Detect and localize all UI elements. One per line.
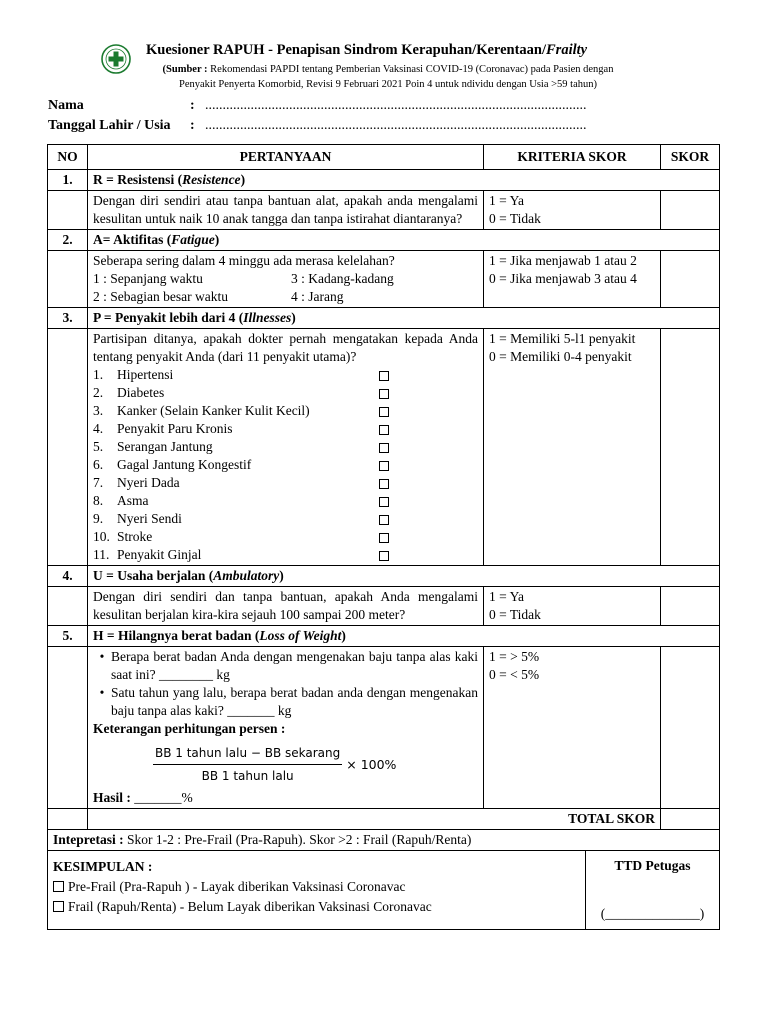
total-score-cell[interactable] — [661, 809, 720, 830]
dob-age-field[interactable]: Tanggal Lahir / Usia : ............................................................................................................. — [48, 118, 587, 133]
disease-item: 5. Serangan Jantung — [93, 438, 478, 456]
question-row-ambulatory — [48, 587, 720, 626]
percent-formula: $\frac{\text{BB 1 tahun lalu − BB sekarang}}{\text{BB 1 tahun lalu}}$ × 100% — [155, 746, 397, 783]
question-fatigue: Seberapa sering dalam 4 minggu ada merasa kelelahan? 1 : Sepanjang waktu 3 : Kadang-kadang 2 : Sebagian besar waktu 4 : Jarang — [88, 251, 484, 308]
conclusion-box: KESIMPULAN : Pre-Frail (Pra-Rapuh ) - Layak diberikan Vaksinasi Coronavac Frail (Rapuh/Renta) - Belum Layak diberikan Vaksinasi Coronavac — [48, 851, 586, 929]
disease-item: 4. Penyakit Paru Kronis — [93, 420, 478, 438]
section-row-ambulatory: 4. U = Usaha berjalan (Ambulatory) — [48, 566, 720, 587]
question-row-illnesses — [48, 329, 720, 566]
checkbox-icon[interactable] — [379, 515, 389, 525]
section-row-weight: 5. H = Hilangnya berat badan (Loss of Weight) — [48, 626, 720, 647]
criteria-resistance: 1 = Ya 0 = Tidak — [484, 191, 661, 230]
checkbox-icon[interactable] — [379, 479, 389, 489]
question-illnesses: Partisipan ditanya, apakah dokter pernah mengatakan kepada Anda tentang penyakit Anda (dari 11 penyakit utama)? 1. Hipertensi 2. Diabetes 3. Kanker (Selain Kanker Kulit Kecil) 4. Penyakit Paru Kronis 5. Serangan Jantung 6. Gagal Jantung Kongestif 7. Nyeri Dada 8. Asma 9. Nyeri Sendi 10. Stroke 11. Penyakit Ginjal — [88, 329, 484, 566]
disease-item: 8. Asma — [93, 492, 478, 510]
score-cell-weight[interactable] — [661, 647, 720, 809]
checkbox-icon[interactable] — [53, 901, 64, 912]
criteria-fatigue: 1 = Jika menjawab 1 atau 2 0 = Jika menjawab 3 atau 4 — [484, 251, 661, 308]
disease-item: 10. Stroke — [93, 528, 478, 546]
checkbox-icon[interactable] — [379, 461, 389, 471]
checkbox-icon[interactable] — [379, 497, 389, 507]
section-title-fatigue: A= Aktifitas (Fatigue) — [88, 230, 720, 251]
document-title: Kuesioner RAPUH - Penapisan Sindrom Kerapuhan/Kerentaan/Frailty — [146, 42, 588, 58]
questionnaire-table — [47, 144, 720, 930]
table-header-row — [48, 145, 720, 170]
header-criteria: KRITERIA SKOR — [484, 145, 661, 170]
conclusion-option-prefrail[interactable]: Pre-Frail (Pra-Rapuh ) - Layak diberikan Vaksinasi Coronavac — [53, 877, 580, 897]
total-score-label: TOTAL SKOR — [88, 809, 661, 830]
interpretation-row: Intepretasi : Skor 1-2 : Pre-Frail (Pra-Rapuh). Skor >2 : Frail (Rapuh/Renta) — [48, 830, 720, 851]
header-question: PERTANYAAN — [88, 145, 484, 170]
total-score-row — [48, 809, 720, 830]
conclusion-option-frail[interactable]: Frail (Rapuh/Renta) - Belum Layak diberikan Vaksinasi Coronavac — [53, 897, 580, 917]
question-row-weight — [48, 647, 720, 809]
checkbox-icon[interactable] — [379, 371, 389, 381]
disease-item: 11. Penyakit Ginjal — [93, 546, 478, 564]
disease-item: 6. Gagal Jantung Kongestif — [93, 456, 478, 474]
question-weight: • Berapa berat badan Anda dengan mengenakan baju tanpa alas kaki saat ini? ________ kg • Satu tahun yang lalu, berapa berat badan anda dengan mengenakan baju tanpa alas kaki? _______ kg Keterangan perhitungan persen : $\frac{\text{BB 1 tahun lalu − BB sekarang}}{\text{BB 1 tahun lalu}}$ × 100% Hasil : _______% — [88, 647, 484, 809]
signature-box[interactable]: TTD Petugas (______________) — [600, 858, 705, 921]
bullet-icon: • — [99, 685, 105, 700]
disease-list — [93, 366, 478, 564]
question-row-resistance — [48, 191, 720, 230]
disease-item: 7. Nyeri Dada — [93, 474, 478, 492]
disease-item: 2. Diabetes — [93, 384, 478, 402]
question-ambulatory: Dengan diri sendiri dan tanpa bantuan, apakah Anda mengalami kesulitan berjalan kira-kira sejauh 100 sampai 200 meter? — [88, 587, 484, 626]
section-title-illnesses: P = Penyakit lebih dari 4 (Illnesses) — [88, 308, 720, 329]
checkbox-icon[interactable] — [379, 389, 389, 399]
checkbox-icon[interactable] — [379, 533, 389, 543]
disease-item: 9. Nyeri Sendi — [93, 510, 478, 528]
checkbox-icon[interactable] — [379, 425, 389, 435]
bullet-icon: • — [99, 649, 105, 664]
criteria-ambulatory: 1 = Ya 0 = Tidak — [484, 587, 661, 626]
score-cell-ambulatory[interactable] — [661, 587, 720, 626]
checkbox-icon[interactable] — [379, 443, 389, 453]
header-score: SKOR — [661, 145, 720, 170]
score-cell-resistance[interactable] — [661, 191, 720, 230]
red-cross-emblem-icon — [101, 44, 131, 74]
disease-item: 1. Hipertensi — [93, 366, 478, 384]
section-title-ambulatory: U = Usaha berjalan (Ambulatory) — [88, 566, 720, 587]
section-row-fatigue: 2. A= Aktifitas (Fatigue) — [48, 230, 720, 251]
header-no: NO — [48, 145, 88, 170]
criteria-weight: 1 = > 5% 0 = < 5% — [484, 647, 661, 809]
checkbox-icon[interactable] — [379, 407, 389, 417]
name-field[interactable]: Nama : ............................................................................................................. — [48, 98, 587, 113]
conclusion-row — [48, 851, 720, 930]
section-title-resistance: R = Resistensi (Resistence) — [88, 170, 720, 191]
section-row-resistance: 1. R = Resistensi (Resistence) — [48, 170, 720, 191]
section-row-illnesses: 3. P = Penyakit lebih dari 4 (Illnesses) — [48, 308, 720, 329]
source-note: (Sumber : Rekomendasi PAPDI tentang Pemberian Vaksinasi COVID-19 (Coronavac) pada Pasien dengan Penyakit Penyerta Komorbid, Revisi 9 Februari 2021 Poin 4 untuk ndividu dengan Usia >59 tahun) — [162, 64, 614, 90]
score-cell-illnesses[interactable] — [661, 329, 720, 566]
criteria-illnesses: 1 = Memiliki 5-l1 penyakit 0 = Memiliki 0-4 penyakit — [484, 329, 661, 566]
score-cell-fatigue[interactable] — [661, 251, 720, 308]
question-resistance: Dengan diri sendiri atau tanpa bantuan alat, apakah anda mengalami kesulitan untuk naik 10 anak tangga dan tanpa istirahat diantaranya? — [88, 191, 484, 230]
checkbox-icon[interactable] — [379, 551, 389, 561]
section-title-weight: H = Hilangnya berat badan (Loss of Weight) — [88, 626, 720, 647]
disease-item: 3. Kanker (Selain Kanker Kulit Kecil) — [93, 402, 478, 420]
checkbox-icon[interactable] — [53, 881, 64, 892]
question-row-fatigue — [48, 251, 720, 308]
